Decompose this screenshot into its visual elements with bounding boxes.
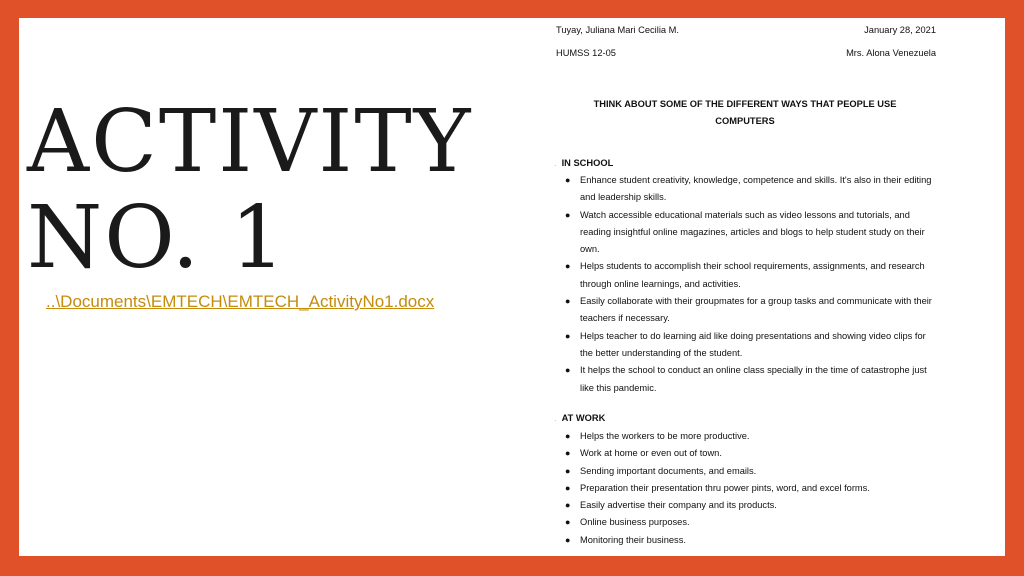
bullet-icon: ●	[565, 448, 571, 459]
list-item-text: Helps students to accomplish their school requirements, assignments, and research through online learnings, and activities.	[580, 261, 925, 289]
list-item-text: Preparation their presentation thru power pints, word, and excel forms.	[580, 482, 870, 493]
list-item-text: Helps the workers to be more productive.	[580, 431, 750, 441]
list-item	[554, 428, 936, 445]
list-item	[554, 463, 936, 480]
list-item-text: Work at home or even out of town.	[580, 448, 722, 459]
bullet-icon: ●	[565, 500, 571, 511]
list-item	[554, 445, 936, 462]
document-heading	[554, 96, 936, 130]
list-item	[554, 532, 936, 549]
bullet-icon: ●	[565, 517, 571, 528]
list-item	[554, 293, 936, 328]
teacher-name: Mrs. Alona Venezuela	[846, 48, 936, 58]
slide	[19, 18, 1005, 556]
slide-title-line1: ACTIVITY	[27, 92, 473, 192]
list-item	[554, 258, 936, 293]
bullet-icon: ●	[565, 482, 571, 493]
list-item-text: Monitoring their business.	[580, 534, 686, 545]
bullet-icon: ●	[565, 465, 571, 476]
section-title: AT WORK	[561, 413, 606, 423]
heading-line-1: THINK ABOUT SOME OF THE DIFFERENT WAYS THAT PEOPLE USE	[593, 99, 897, 109]
list-item	[554, 362, 936, 397]
heading-line-2: COMPUTERS	[715, 116, 775, 126]
bullet-icon: ●	[565, 296, 571, 307]
bullet-icon: ●	[565, 365, 571, 376]
bullet-icon: ●	[565, 209, 571, 220]
section-heading-school	[554, 158, 613, 168]
list-item-text: It helps the school to conduct an online class specially in the time of catastrophe just like this pandemic.	[580, 365, 927, 393]
slide-title-line2: NO. 1	[27, 188, 288, 288]
bullet-icon: ●	[565, 330, 571, 341]
section-title: IN SCHOOL	[561, 158, 614, 168]
section-marker: .	[554, 158, 557, 168]
header-row-2	[556, 48, 936, 58]
list-item-text: Easily advertise their company and its products.	[580, 500, 777, 511]
bullet-icon: ●	[565, 431, 571, 441]
work-uses-list	[554, 428, 936, 549]
class-section: HUMSS 12-05	[556, 48, 616, 58]
bullet-icon: ●	[565, 175, 571, 185]
bullet-icon: ●	[565, 261, 571, 272]
list-item-text: Helps teacher to do learning aid like doing presentations and showing video clips for the better understanding of the student.	[580, 330, 926, 358]
list-item-text: Enhance student creativity, knowledge, competence and skills. It's also in their editing and leadership skills.	[580, 175, 932, 203]
document-page	[554, 18, 936, 556]
list-item	[554, 514, 936, 531]
student-name: Tuyay, Juliana Mari Cecilia M.	[556, 25, 679, 35]
school-uses-list	[554, 172, 936, 397]
list-item-text: Sending important documents, and emails.	[580, 465, 757, 476]
list-item-text: Watch accessible educational materials such as video lessons and tutorials, and reading insightful online magazines, articles and blogs to help student study on their own.	[580, 209, 925, 255]
document-date: January 28, 2021	[864, 25, 936, 35]
list-item-text: Easily collaborate with their groupmates for a group tasks and communicate with their teachers if necessary.	[580, 296, 932, 324]
list-item	[554, 207, 936, 259]
section-heading-work	[554, 413, 605, 423]
document-link[interactable]: ..\Documents\EMTECH\EMTECH_ActivityNo1.docx	[46, 292, 435, 311]
list-item	[554, 480, 936, 497]
slide-title	[27, 94, 487, 286]
list-item-text: Online business purposes.	[580, 517, 690, 528]
list-item	[554, 172, 936, 207]
list-item	[554, 328, 936, 363]
list-item	[554, 497, 936, 514]
section-marker: .	[554, 413, 557, 423]
bullet-icon: ●	[565, 534, 571, 545]
header-row-1	[556, 25, 936, 35]
